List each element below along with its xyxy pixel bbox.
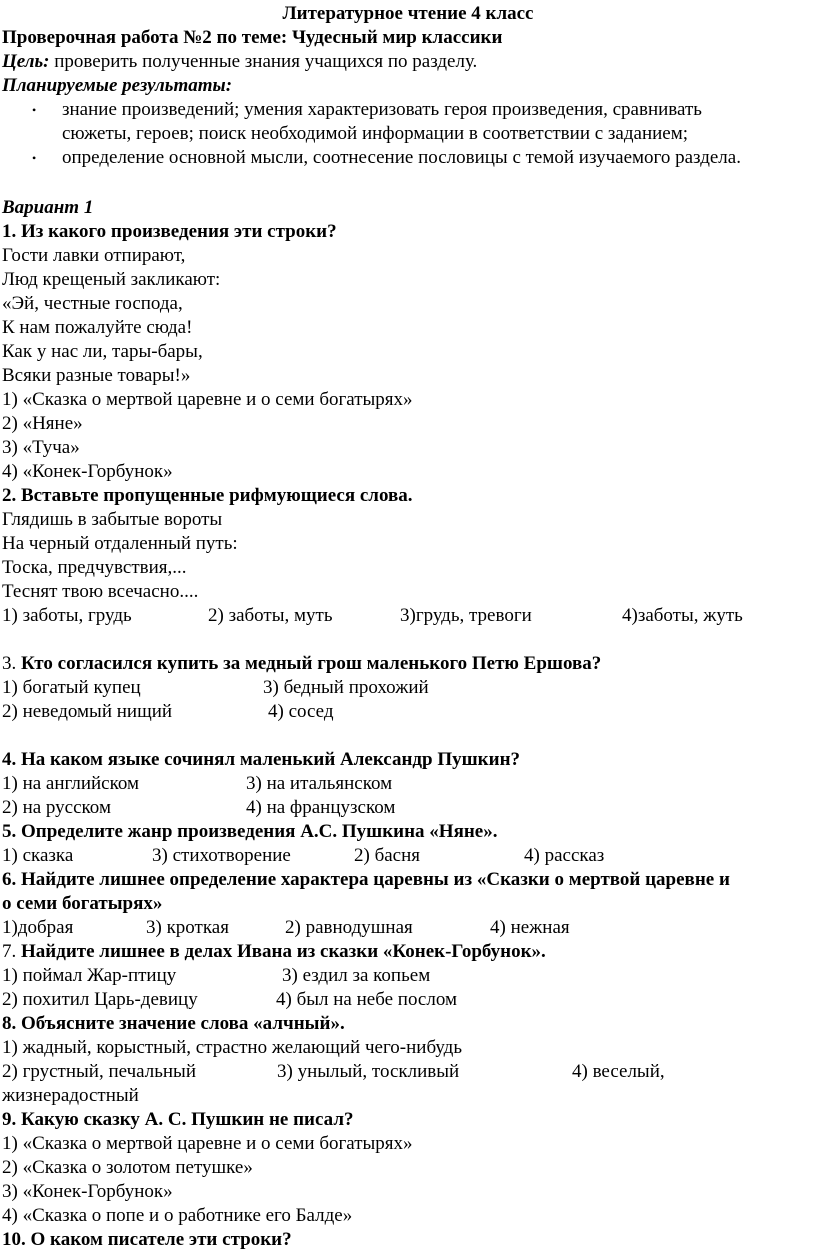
poem-line: Теснят твою всечасно.... bbox=[2, 581, 199, 602]
goal-label: Цель: bbox=[2, 51, 50, 72]
question-4: 4. На каком языке сочинял маленький Александр Пушкин? bbox=[2, 749, 521, 770]
answer-option: 1) сказка bbox=[2, 845, 74, 866]
answer-option: 1) поймал Жар-птицу bbox=[2, 965, 177, 986]
answer-option: 2) «Сказка о золотом петушке» bbox=[2, 1157, 253, 1178]
answer-option: 2) грустный, печальный bbox=[2, 1061, 196, 1082]
answer-option: 4) сосед bbox=[268, 701, 334, 722]
question-9: 9. Какую сказку А. С. Пушкин не писал? bbox=[2, 1109, 354, 1130]
variant-heading: Вариант 1 bbox=[2, 197, 94, 218]
answer-option-cont: жизнерадостный bbox=[2, 1085, 139, 1106]
answer-option: 2) неведомый нищий bbox=[2, 701, 173, 722]
question-1: 1. Из какого произведения эти строки? bbox=[2, 221, 337, 242]
question-text: . Объясните значение слова «алчный». bbox=[11, 1013, 345, 1034]
poem-line: Тоска, предчувствия,... bbox=[2, 557, 187, 578]
answer-option: 2) басня bbox=[354, 845, 421, 866]
bullet-icon: • bbox=[32, 151, 37, 165]
question-text: Кто согласился купить за медный грош маленького Петю Ершова? bbox=[21, 653, 602, 674]
question-10: 10. О каком писателе эти строки? bbox=[2, 1229, 292, 1250]
poem-line: Люд крещеный закликают: bbox=[2, 269, 221, 290]
answer-option: 4) был на небе послом bbox=[276, 989, 458, 1010]
answer-option: 1) «Сказка о мертвой царевне и о семи богатырях» bbox=[2, 1133, 413, 1154]
question-3 bbox=[2, 652, 601, 676]
poem-line: Глядишь в забытые вороты bbox=[2, 509, 223, 530]
answer-option: 4) веселый, bbox=[572, 1061, 665, 1082]
result-item: сюжеты, героев; поиск необходимой информации в соответствии с заданием; bbox=[62, 123, 689, 144]
answer-option: 4)заботы, жуть bbox=[622, 605, 743, 626]
work-title: Проверочная работа №2 по теме: Чудесный мир классики bbox=[2, 27, 503, 48]
answer-option: 1) заботы, грудь bbox=[2, 605, 132, 626]
answer-option: 2) «Няне» bbox=[2, 413, 83, 434]
answer-option: 3) на итальянском bbox=[246, 773, 393, 794]
answer-option: 3)грудь, тревоги bbox=[400, 605, 532, 626]
answer-option: 2) на русском bbox=[2, 797, 111, 818]
question-7 bbox=[2, 940, 546, 964]
results-label: Планируемые результаты: bbox=[2, 75, 233, 96]
answer-option: 2) заботы, муть bbox=[208, 605, 333, 626]
answer-option: 1) на английском bbox=[2, 773, 140, 794]
goal-text: проверить полученные знания учащихся по разделу. bbox=[49, 51, 478, 72]
poem-line: Гости лавки отпирают, bbox=[2, 245, 186, 266]
poem-line: Как у нас ли, тары-бары, bbox=[2, 341, 203, 362]
answer-option: 3) ездил за копьем bbox=[282, 965, 431, 986]
question-number: 8 bbox=[2, 1013, 12, 1034]
answer-option: 3) унылый, тоскливый bbox=[277, 1061, 460, 1082]
answer-option: 4) нежная bbox=[490, 917, 570, 938]
result-item: знание произведений; умения характеризовать героя произведения, сравнивать bbox=[62, 99, 702, 120]
question-6-cont: о семи богатырях» bbox=[2, 893, 163, 914]
poem-line: К нам пожалуйте сюда! bbox=[2, 317, 193, 338]
answer-option: 4) «Конек-Горбунок» bbox=[2, 461, 173, 482]
answer-option: 4) рассказ bbox=[524, 845, 605, 866]
poem-line: На черный отдаленный путь: bbox=[2, 533, 238, 554]
poem-line: Всяки разные товары!» bbox=[2, 365, 191, 386]
page-title: Литературное чтение 4 класс bbox=[282, 3, 534, 24]
question-5: 5. Определите жанр произведения А.С. Пушкина «Няне». bbox=[2, 821, 498, 842]
bullet-icon: • bbox=[32, 103, 37, 117]
question-2: 2. Вставьте пропущенные рифмующиеся слова. bbox=[2, 485, 413, 506]
answer-option: 1)добрая bbox=[2, 917, 74, 938]
answer-option: 1) жадный, корыстный, страстно желающий чего-нибудь bbox=[2, 1037, 463, 1058]
answer-option: 1) богатый купец bbox=[2, 677, 141, 698]
question-number: 3. bbox=[2, 653, 21, 674]
question-8 bbox=[2, 1012, 345, 1036]
answer-option: 2) похитил Царь-девицу bbox=[2, 989, 198, 1010]
answer-option: 2) равнодушная bbox=[285, 917, 413, 938]
question-number: 7. bbox=[2, 941, 21, 962]
answer-option: 3) «Туча» bbox=[2, 437, 80, 458]
answer-option: 3) «Конек-Горбунок» bbox=[2, 1181, 173, 1202]
answer-option: 1) «Сказка о мертвой царевне и о семи богатырях» bbox=[2, 389, 413, 410]
answer-option: 3) стихотворение bbox=[152, 845, 291, 866]
goal-line bbox=[2, 50, 477, 74]
result-item: определение основной мысли, соотнесение пословицы с темой изучаемого раздела. bbox=[62, 147, 741, 168]
answer-option: 4) «Сказка о попе и о работнике его Балде» bbox=[2, 1205, 353, 1226]
question-6: 6. Найдите лишнее определение характера царевны из «Сказки о мертвой царевне и bbox=[2, 869, 730, 890]
answer-option: 4) на французском bbox=[246, 797, 396, 818]
poem-line: «Эй, честные господа, bbox=[2, 293, 183, 314]
question-text: Найдите лишнее в делах Ивана из сказки «Конек-Горбунок». bbox=[21, 941, 546, 962]
answer-option: 3) кроткая bbox=[146, 917, 229, 938]
answer-option: 3) бедный прохожий bbox=[263, 677, 429, 698]
